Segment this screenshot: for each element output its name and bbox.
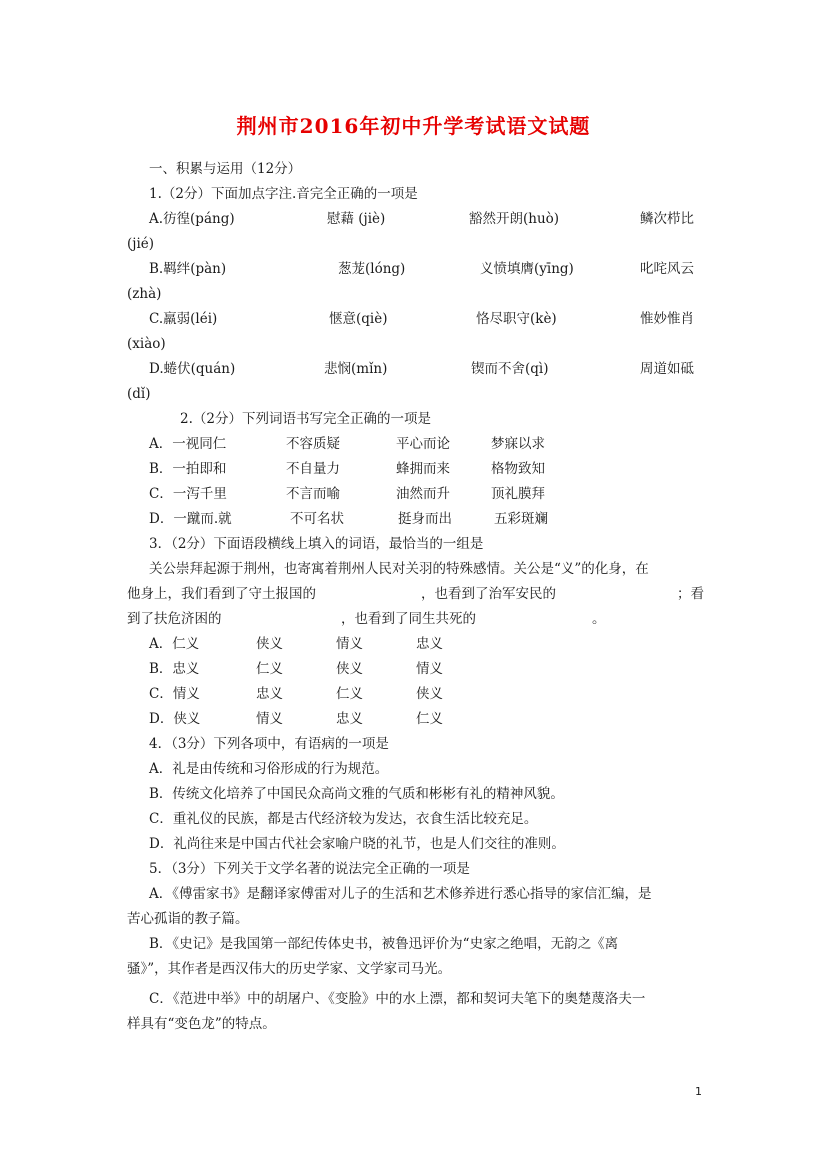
option-word: 不可名状 [290,511,344,527]
option-word: B．忠义 [149,661,200,677]
option-word: 慰藉 (jiè) [327,211,386,227]
option-word: 惟妙惟肖 [640,311,694,327]
option-word: 义愤填膺(yīng) [480,261,574,277]
question-4-option-c: C．重礼仪的民族，都是古代经济较为发达，衣食生活比较充足。 [149,811,538,827]
option-word: C．情义 [149,686,200,702]
question-4-option-d: D．礼尚往来是中国古代社会家喻户晓的礼节，也是人们交往的准则。 [149,836,565,852]
option-wrap: (xiào) [127,336,166,352]
option-word: A.彷徨(páng) [149,211,235,227]
option-word: 悲悯(mǐn) [324,361,388,377]
option-word: 挺身而出 [398,511,452,527]
option-word: 梦寐以求 [491,436,545,452]
option-word: 仁义 [416,711,443,727]
option-word: B．一拍即和 [149,461,227,477]
option-word: 顶礼膜拜 [491,486,545,502]
option-word: 葱茏(lóng) [338,261,406,277]
option-word: 情义 [256,711,283,727]
option-word: 蜂拥而来 [396,461,450,477]
option-word: 豁然开朗(huò) [469,211,560,227]
option-word: 惬意(qiè) [329,311,388,327]
option-wrap: (jié) [127,236,155,252]
option-word: 周道如砥 [640,361,694,377]
paragraph-fragment: ；看 [677,586,704,602]
option-word: 不容质疑 [286,436,340,452]
option-word: 仁义 [336,686,363,702]
question-5-option-b-cont: 骚》”，其作者是西汉伟大的历史学家、文学家司马光。 [127,961,452,977]
option-word: 不言而喻 [286,486,340,502]
option-word: 锲而不舍(qì) [471,361,549,377]
page-number: 1 [695,1085,702,1098]
option-word: 叱咤风云 [640,261,694,277]
option-word: 不自量力 [286,461,340,477]
option-word: 忠义 [336,711,363,727]
option-word: D．侠义 [149,711,201,727]
option-word: 油然而升 [396,486,450,502]
option-wrap: (dǐ) [127,386,151,402]
option-word: 侠义 [256,636,283,652]
option-word: A．一视同仁 [149,436,227,452]
option-word: 恪尽职守(kè) [476,311,557,327]
question-5-option-c-cont: 样具有“变色龙”的特点。 [127,1016,276,1032]
option-word: 仁义 [256,661,283,677]
question-1-stem: 1.（2分）下面加点字注.音完全正确的一项是 [149,186,418,202]
paragraph-fragment: ，也看到了治军安民的 [421,586,556,602]
option-word: 格物致知 [491,461,545,477]
question-4-option-b: B．传统文化培养了中国民众高尚文雅的气质和彬彬有礼的精神风貌。 [149,786,564,802]
question-5-option-a-cont: 苦心孤诣的教子篇。 [127,911,249,927]
option-word: 情义 [416,661,443,677]
question-5-option-a: A．《傅雷家书》是翻译家傅雷对儿子的生活和艺术修养进行悉心指导的家信汇编，是 [149,886,652,902]
option-word: B.羁绊(pàn) [149,261,227,277]
question-4-stem: 4．（3分）下列各项中，有语病的一项是 [149,736,389,752]
paragraph-fragment: 到了扶危济困的 [127,611,222,627]
section-heading: 一、积累与运用（12分） [149,161,302,177]
question-4-option-a: A．礼是由传统和习俗形成的行为规范。 [149,761,389,777]
question-5-stem: 5．（3分）下列关于文学名著的说法完全正确的一项是 [149,861,470,877]
question-5-option-b: B．《史记》是我国第一部纪传体史书，被鲁迅评价为“史家之绝唱，无韵之《离 [149,936,619,952]
paragraph-fragment: ，也看到了同生共死的 [341,611,476,627]
option-word: 侠义 [336,661,363,677]
option-word: D.蜷伏(quán) [149,361,236,377]
option-word: 五彩斑斓 [494,511,548,527]
option-word: C．一泻千里 [149,486,227,502]
document-title: 荆州市2016年初中升学考试语文试题 [236,114,591,138]
question-3-stem: 3．（2分）下面语段横线上填入的词语，最恰当的一组是 [149,536,484,552]
option-wrap: (zhà) [127,286,162,302]
option-word: 情义 [336,636,363,652]
question-2-stem: 2.（2分）下列词语书写完全正确的一项是 [180,411,431,427]
option-word: 平心而论 [396,436,450,452]
paragraph-fragment: 。 [592,611,606,627]
question-3-paragraph: 关公崇拜起源于荆州，也寄寓着荆州人民对关羽的特殊感情。关公是“义”的化身，在 [149,561,649,577]
option-word: 忠义 [416,636,443,652]
option-word: 鳞次栉比 [640,211,694,227]
paragraph-fragment: 他身上，我们看到了守土报国的 [127,586,316,602]
option-word: 侠义 [416,686,443,702]
option-word: D．一蹴而.就 [149,511,232,527]
option-word: C.羸弱(léi) [149,311,218,327]
option-word: 忠义 [256,686,283,702]
option-word: A．仁义 [149,636,200,652]
question-5-option-c: C．《范进中举》中的胡屠户、《变脸》中的水上漂，都和契诃夫笔下的奥楚蔑洛夫一 [149,991,646,1007]
